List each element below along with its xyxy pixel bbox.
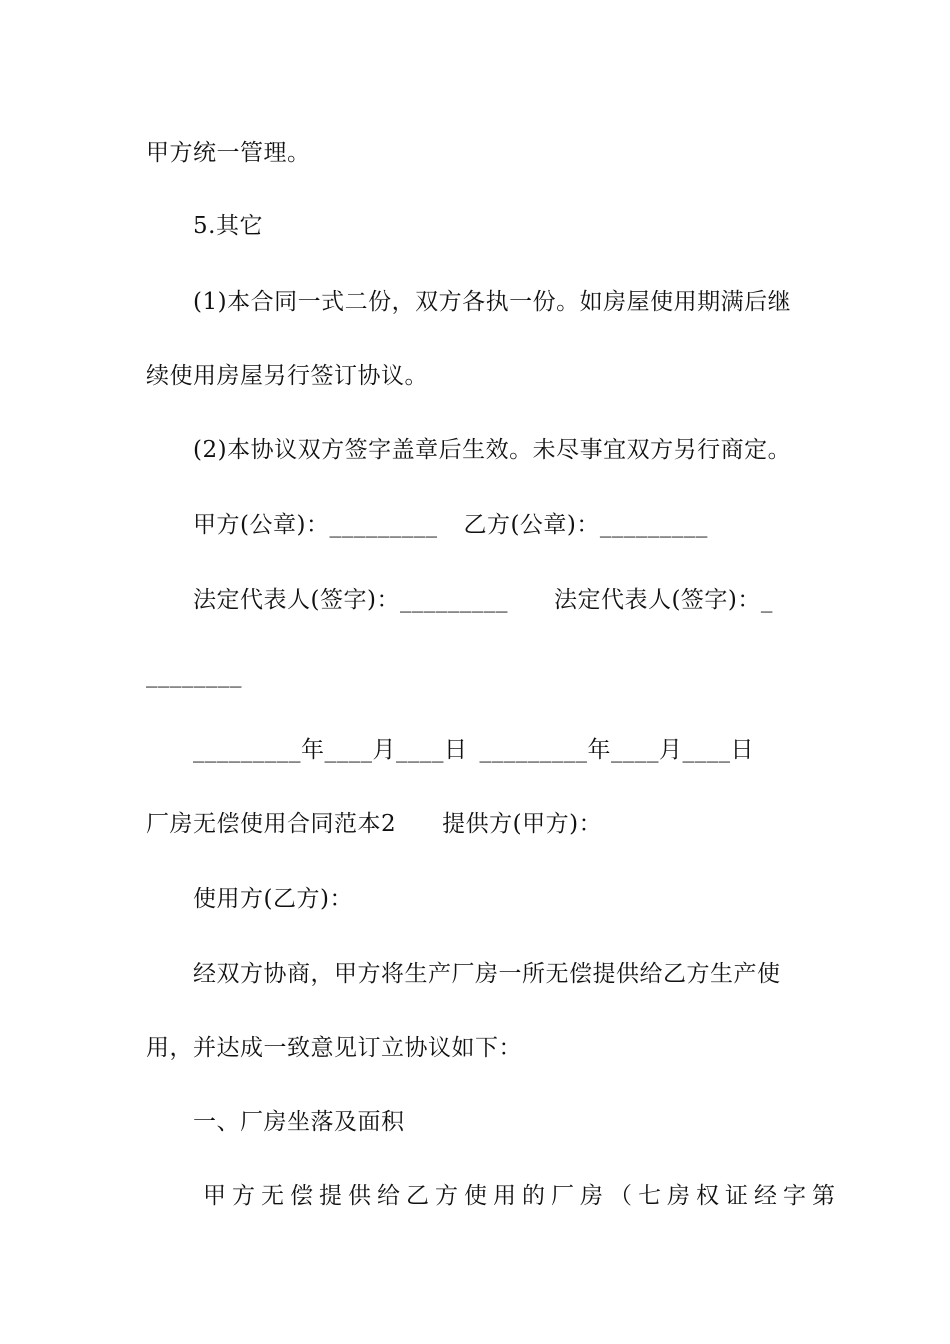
seal-line [193,510,708,540]
contract-title-line [146,809,602,839]
date-line [193,735,754,765]
party-b-date: _________年____月____日 [479,737,754,763]
article-1-heading: 一、厂房坐落及面积 [193,1109,405,1135]
clause-1: (1)本合同一式二份，双方各执一份。如房屋使用期满后继 [193,289,792,315]
agreement-intro: 经双方协商，甲方将生产厂房一所无偿提供给乙方生产使 [193,961,781,987]
article-1-text: 甲方无偿提供给乙方使用的厂房（七房权证经字第 [203,1183,841,1209]
signature-line [193,585,773,615]
party-a-date: _________年____月____日 [193,737,468,763]
party-a-seal: 甲方(公章)：_________ [193,512,438,538]
party-a-representative: 法定代表人(签字)：_________ [193,587,508,613]
user-label: 使用方(乙方)： [193,886,353,912]
section-heading: 5.其它 [193,213,263,239]
text-line: 甲方统一管理。 [146,140,311,166]
signature-line-continuation: ________ [146,662,242,688]
party-b-representative: 法定代表人(签字)：_ [553,587,773,613]
clause-2: (2)本协议双方签字盖章后生效。未尽事宜双方另行商定。 [193,437,792,463]
clause-1-continuation: 续使用房屋另行签订协议。 [146,363,428,389]
provider-label: 提供方(甲方)： [442,811,603,837]
party-b-seal: 乙方(公章)：_________ [463,512,708,538]
contract-title: 厂房无偿使用合同范本2 [146,811,397,837]
agreement-intro-continuation: 用，并达成一致意见订立协议如下： [146,1035,522,1061]
